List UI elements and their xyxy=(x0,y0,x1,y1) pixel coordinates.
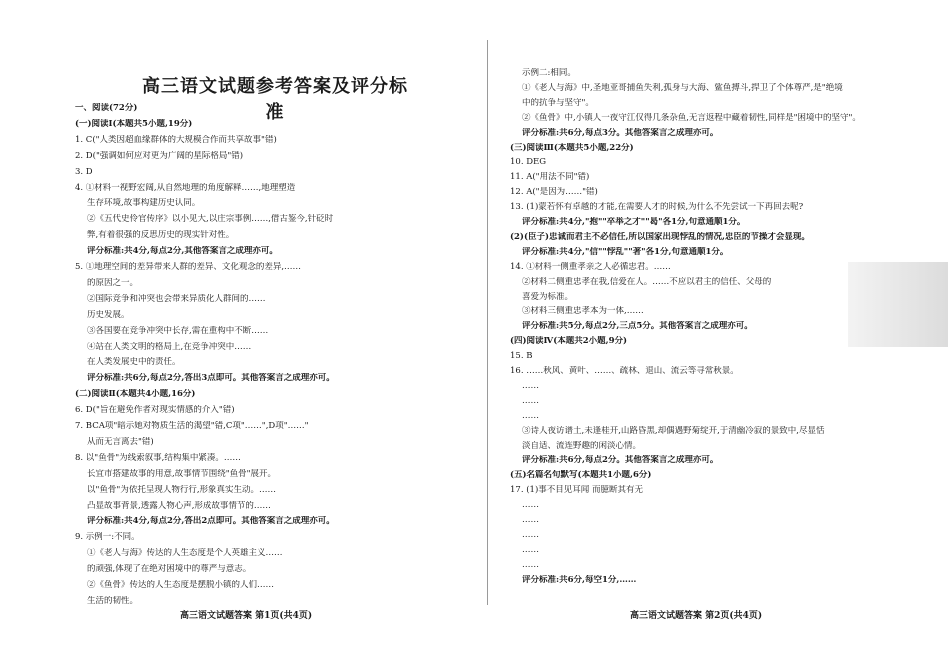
footer-page-2: 高三语文试题答案 第2页(共4页) xyxy=(630,611,763,621)
column-divider xyxy=(487,40,488,605)
answer-line: 评分标准:共5分,每点2分,三点5分。其他答案言之成理亦可。 xyxy=(522,321,753,332)
answer-line: ④站在人类文明的格局上,在竞争冲突中…… xyxy=(87,341,252,352)
answer-line: 评分标准:共4分,每点2分,其他答案言之成理亦可。 xyxy=(87,246,278,257)
answer-line: 1. C("人类因超血缘群体的大规模合作而共享故事"错) xyxy=(75,134,277,145)
answer-line: 生存环境,故事构建历史认同。 xyxy=(87,198,201,209)
answer-line: ②《五代史伶官传序》以小见大,以庄宗事例……,借古鉴今,针砭时 xyxy=(87,214,334,225)
answer-line: 评分标准:共4分,每点2分,答出2点即可。其他答案言之成理亦可。 xyxy=(87,516,335,527)
answer-line: 示例二:相同。 xyxy=(522,68,576,78)
answer-line: (2)(臣子)忠诚而君主不必信任,所以国家出现悖乱的情况,忠臣的节操才会显现。 xyxy=(510,231,810,242)
answer-line: 4. ①材料一视野宏阔,从自然地理的角度解释……,地理塑造 xyxy=(75,182,296,193)
answer-line: 在人类发展史中的责任。 xyxy=(87,357,181,368)
answer-line: 历史发展。 xyxy=(87,309,130,320)
answer-line: ②《鱼骨》传达的人生态度是摆脱小镇的人们…… xyxy=(87,580,275,590)
answer-line: ①《老人与海》传达的人生态度是个人英雄主义…… xyxy=(87,548,283,559)
answer-line: 13. (1)蒙若怀有卓越的才能,在需要人才的时候,为什么不先尝试一下再回去呢? xyxy=(510,202,804,213)
answer-line: ②国际竞争和冲突也会带来异质化人群间的…… xyxy=(87,293,266,304)
answer-line: 中的抗争与坚守"。 xyxy=(522,97,594,108)
answer-line: ③材料三侧重忠孝本为一体,…… xyxy=(522,306,644,317)
answer-line: (一)阅读Ⅰ(本题共5小题,19分) xyxy=(75,118,193,129)
answer-line: 10. DEG xyxy=(510,157,547,168)
answer-line: 凸显故事背景,透露人物心声,形成故事情节的…… xyxy=(87,500,271,511)
answer-line: ②《鱼骨》中,小镇人一夜守江仅得几条杂鱼,无言返程中藏着韧性,同样是"困境中的坚守"。 xyxy=(522,112,861,123)
answer-line: 评分标准:共6分,每点2分。其他答案言之成理亦可。 xyxy=(522,455,719,466)
answer-line: 7. BCA项"暗示她对物质生活的渴望"错,C项"……",D项"……" xyxy=(75,421,309,431)
answer-line: 16. ……秋风、黄叶、……、疏林、退山、流云等寻常秋景。 xyxy=(510,366,739,376)
scan-shadow xyxy=(848,262,948,347)
answer-line: 评分标准:共6分,每空1分,…… xyxy=(522,574,637,585)
answer-line: 长宜市搭建故事的用意,故事情节围绕"鱼骨"展开。 xyxy=(87,468,277,479)
answer-line: …… xyxy=(522,544,539,555)
answer-line: 以"鱼骨"为依托呈现人物行行,形象真实生动。…… xyxy=(87,484,277,495)
answer-line: 一、阅读(72分) xyxy=(75,103,138,113)
answer-line: (三)阅读Ⅲ(本题共5小题,22分) xyxy=(510,142,634,153)
answer-line: 14. ①材料一侧重孝亲之人必循忠君。…… xyxy=(510,261,671,272)
answer-line: 11. A("用法不同"错) xyxy=(510,172,590,183)
answer-line: 喜爱为标准。 xyxy=(522,291,574,302)
answer-line: (五)名篇名句默写(本题共1小题,6分) xyxy=(510,470,652,481)
answer-line: …… xyxy=(522,380,539,391)
answer-line: 评分标准:共4分,"抱""卒举之才""曷"各1分,句意通顺1分。 xyxy=(522,217,746,227)
answer-line: 的原因之一。 xyxy=(87,277,139,288)
answer-line: 评分标准:共4分,"信""悖乱""著"各1分,句意通顺1分。 xyxy=(522,246,729,257)
answer-line: …… xyxy=(522,515,539,525)
answer-line: …… xyxy=(522,500,539,511)
footer-page-1: 高三语文试题答案 第1页(共4页) xyxy=(180,611,313,621)
answer-line: …… xyxy=(522,395,539,406)
answer-line: (二)阅读Ⅱ(本题共4小题,16分) xyxy=(75,389,196,400)
answer-line: …… xyxy=(522,529,539,540)
answer-line: …… xyxy=(522,410,539,421)
answer-line: 的顽强,体现了在绝对困境中的尊严与意志。 xyxy=(87,564,252,575)
answer-line: 评分标准:共6分,每点3分。其他答案言之成理亦可。 xyxy=(522,127,719,138)
answer-line: (四)阅读Ⅳ(本题共2小题,9分) xyxy=(510,336,628,347)
answer-line: 弊,有着很强的反思历史的现实针对性。 xyxy=(87,230,235,241)
answer-line: 17. (1)事不目见耳闻 而臆断其有无 xyxy=(510,485,643,496)
answer-line: ③诗人夜访谱土,未逢桂开,山路昏黑,却偶遇野菊绽开,于清幽冷寂的景致中,尽显恬 xyxy=(522,425,825,436)
answer-line: 从而无言离去"错) xyxy=(87,436,154,447)
answer-line: ①《老人与海》中,圣地亚哥捕鱼失利,孤身与大海、鲨鱼搏斗,捍卫了个体尊严,是"绝境 xyxy=(522,82,843,93)
answer-line: 6. D("旨在避免作者对现实情感的介入"错) xyxy=(75,405,235,416)
answer-line: 12. A("是因为……"错) xyxy=(510,187,598,198)
answer-line: ③各国要在竞争冲突中长存,需在重构中不断…… xyxy=(87,325,269,336)
answer-line: 15. B xyxy=(510,351,533,362)
answer-line: 2. D("强调如何应对更为广阔的星际格局"错) xyxy=(75,150,244,161)
answer-line: 生活的韧性。 xyxy=(87,595,139,606)
document-title: 高三语文试题参考答案及评分标准 xyxy=(142,76,408,123)
answer-line: ②材料二侧重忠孝在我,信爱在人。……不应以君主的信任、父母的 xyxy=(522,276,772,287)
answer-line: 淡自适、流连野趣的闲淡心情。 xyxy=(522,440,642,451)
answer-line: 3. D xyxy=(75,166,93,177)
answer-line: 5. ①地理空间的差异带来人群的差异、文化观念的差异,…… xyxy=(75,262,302,272)
answer-line: 9. 示例一:不同。 xyxy=(75,532,140,543)
answer-line: 评分标准:共6分,每点2分,答出3点即可。其他答案言之成理亦可。 xyxy=(87,373,335,384)
answer-line: 8. 以"鱼骨"为线索叙事,结构集中紧凑。…… xyxy=(75,452,241,463)
answer-line: …… xyxy=(522,559,539,570)
